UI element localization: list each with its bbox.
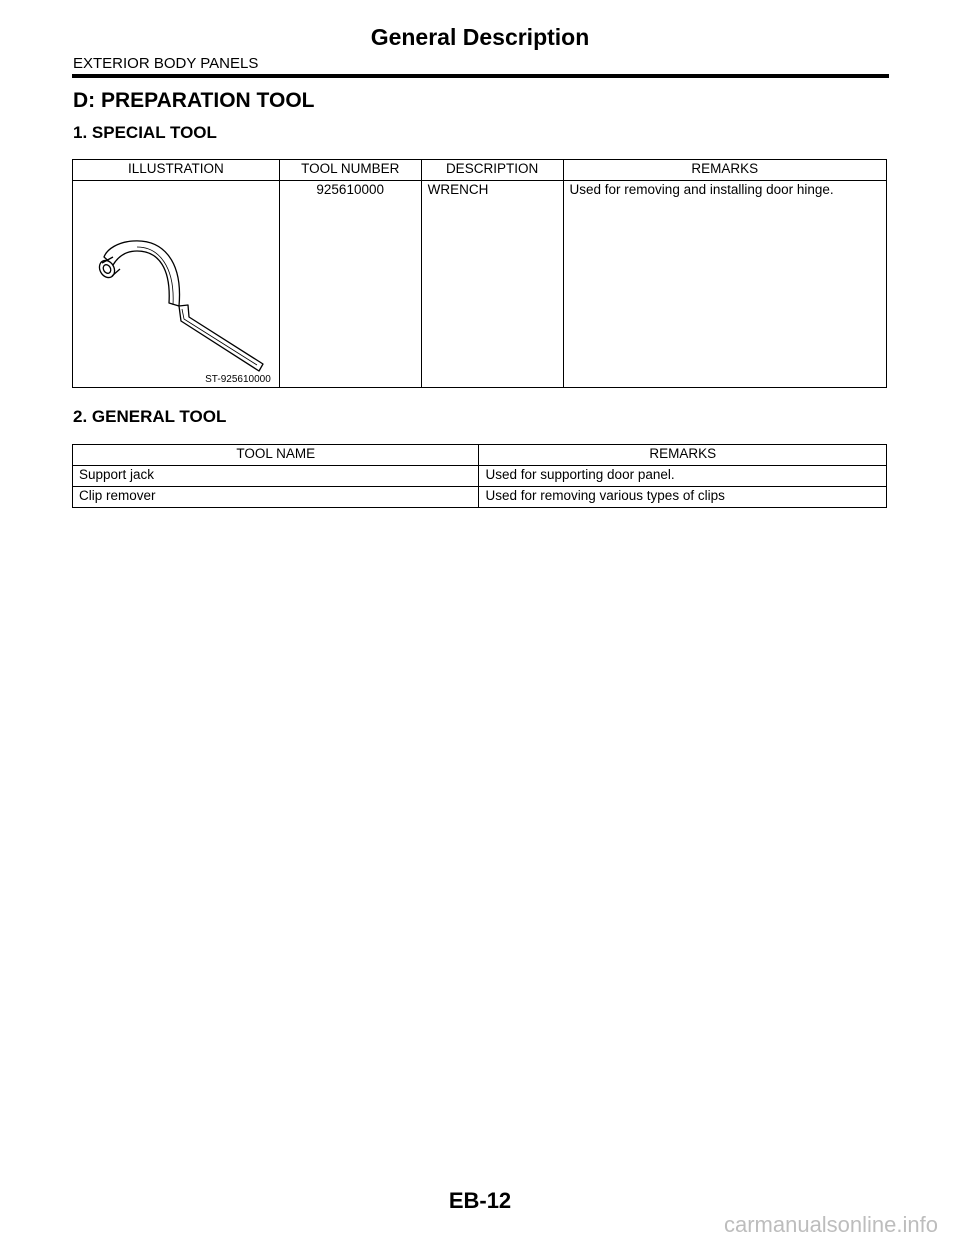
table-row [73, 487, 887, 508]
watermark[interactable]: carmanualsonline.info [723, 1212, 938, 1237]
column-header: TOOL NUMBER [279, 160, 421, 181]
column-header: ILLUSTRATION [73, 160, 280, 181]
general-tool-table [72, 444, 887, 508]
special-tool-table [72, 159, 887, 388]
remarks-cell: Used for removing various types of clips [479, 487, 887, 508]
tool-name-cell: Support jack [73, 466, 479, 487]
hook-wrench-icon [93, 221, 273, 381]
tool-number-cell: 925610000 [279, 181, 421, 388]
illustration-label: ST-925610000 [205, 374, 271, 385]
page-title: General Description [370, 24, 590, 50]
remarks-cell: Used for removing and installing door hinge. [563, 181, 886, 388]
table-header-row [73, 160, 887, 181]
section-header: EXTERIOR BODY PANELS [73, 55, 259, 72]
special-tool-heading: 1. SPECIAL TOOL [73, 123, 217, 142]
column-header: DESCRIPTION [421, 160, 563, 181]
column-header: REMARKS [563, 160, 886, 181]
section-heading: D: PREPARATION TOOL [73, 89, 315, 112]
table-row [73, 466, 887, 487]
table-header-row [73, 445, 887, 466]
table-row [73, 181, 887, 388]
illustration-cell [73, 181, 280, 388]
page-number: EB-12 [448, 1188, 512, 1213]
header-rule [72, 74, 889, 78]
general-tool-heading: 2. GENERAL TOOL [73, 407, 227, 426]
description-cell: WRENCH [421, 181, 563, 388]
remarks-cell: Used for supporting door panel. [479, 466, 887, 487]
column-header: REMARKS [479, 445, 887, 466]
column-header: TOOL NAME [73, 445, 479, 466]
tool-name-cell: Clip remover [73, 487, 479, 508]
